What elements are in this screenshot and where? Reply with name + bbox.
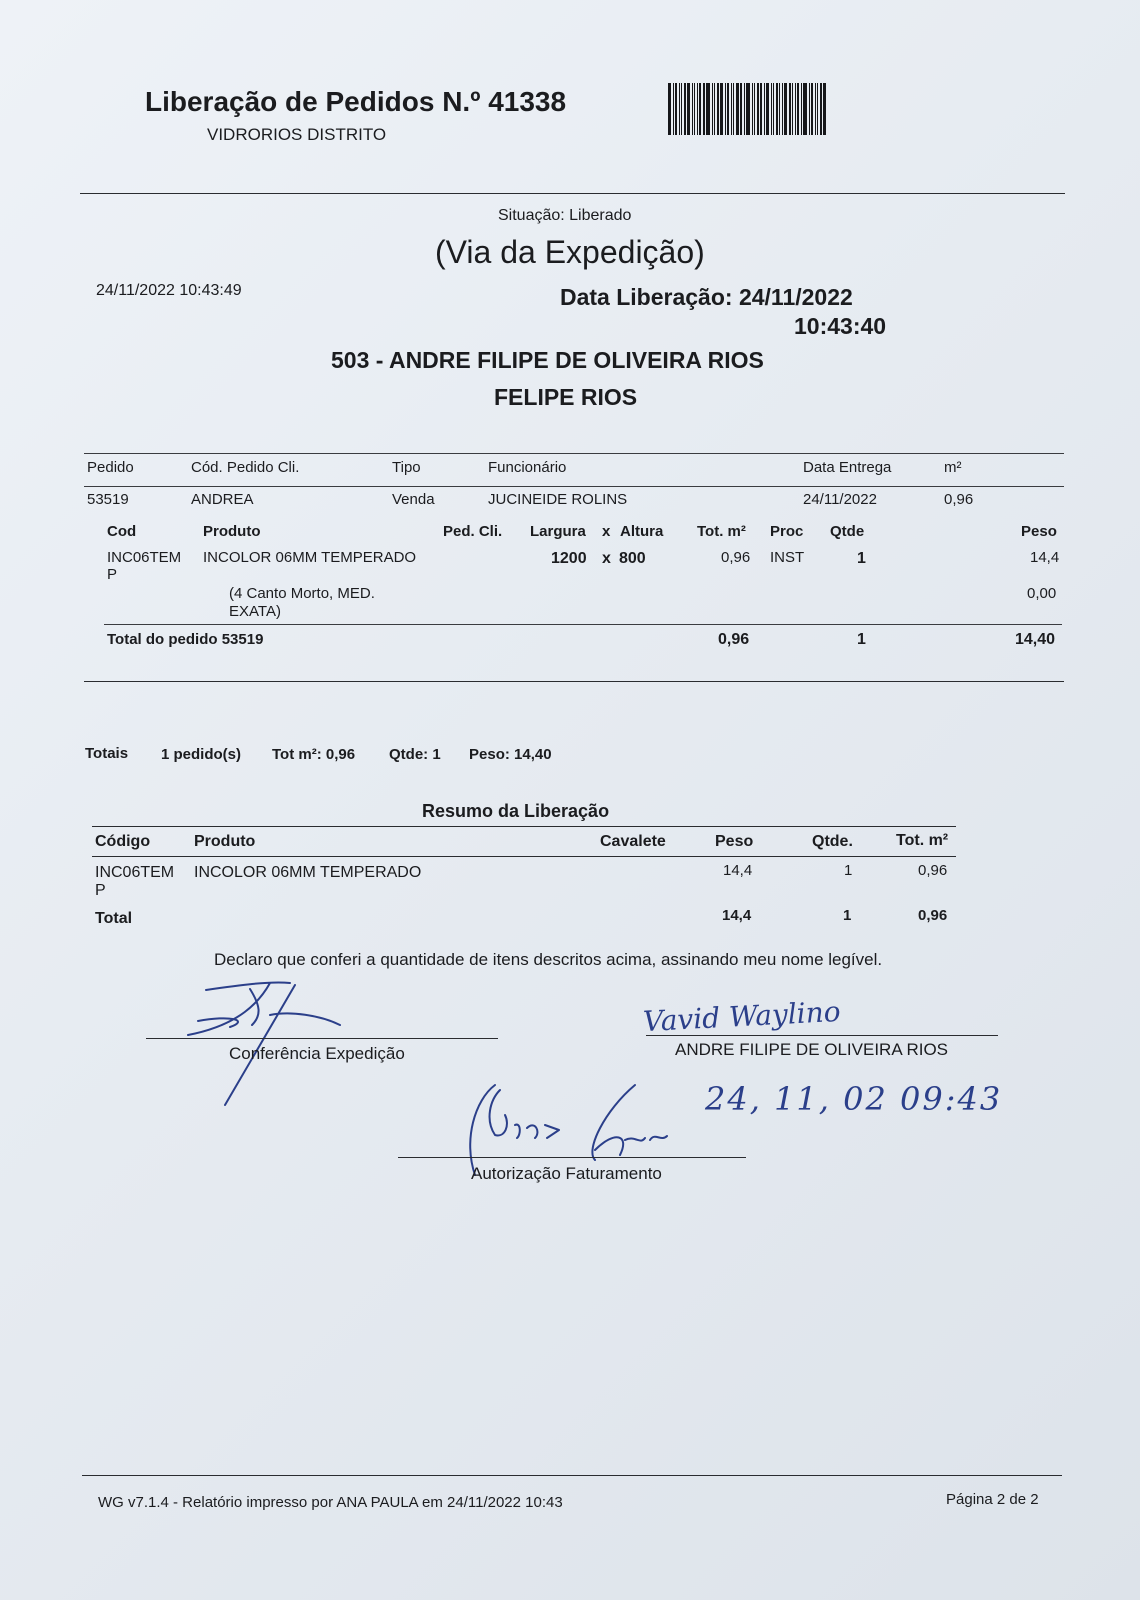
- barcode: [668, 83, 840, 135]
- conferencia-line: [146, 1038, 498, 1039]
- order-delivery-date: 24/11/2022: [803, 491, 877, 508]
- status-text: Situação: Liberado: [498, 207, 632, 224]
- item-note-cont: EXATA): [229, 603, 281, 620]
- barcode-bar: [697, 83, 698, 135]
- barcode-bar: [706, 83, 710, 135]
- barcode-bar: [699, 83, 701, 135]
- item-col-cod: Cod: [107, 523, 137, 540]
- order-total-rule: [104, 624, 1062, 625]
- summary-col-qtde: Qtde.: [812, 833, 853, 850]
- order-total-peso: 14,40: [1015, 631, 1056, 648]
- item-product: INCOLOR 06MM TEMPERADO: [203, 549, 417, 566]
- barcode-bar: [692, 83, 693, 135]
- footer-divider: [82, 1475, 1062, 1476]
- declaration-text: Declaro que conferi a quantidade de itens descritos acima, assinando meu nome legível.: [214, 950, 883, 969]
- barcode-bar: [801, 83, 802, 135]
- item-width: 1200: [551, 550, 587, 567]
- order-total-m2: 0,96: [718, 631, 750, 648]
- item-col-ped-cli: Ped. Cli.: [443, 523, 503, 540]
- barcode-bar: [803, 83, 807, 135]
- item-qtde: 1: [857, 550, 866, 567]
- item-peso: 14,4: [1030, 549, 1060, 566]
- client-signature-name: ANDRE FILIPE DE OLIVEIRA RIOS: [675, 1040, 949, 1059]
- company-name: VIDRORIOS DISTRITO: [207, 125, 387, 144]
- barcode-bar: [797, 83, 799, 135]
- barcode-bar: [720, 83, 723, 135]
- item-col-x: x: [602, 523, 611, 540]
- col-funcionario: Funcionário: [488, 459, 567, 476]
- footer-page-number: Página 2 de 2: [946, 1491, 1039, 1508]
- conferencia-label: Conferência Expedição: [229, 1044, 405, 1063]
- item-note: (4 Canto Morto, MED.: [229, 585, 375, 602]
- release-time: 10:43:40: [794, 313, 887, 339]
- barcode-bar: [817, 83, 818, 135]
- barcode-bar: [744, 83, 745, 135]
- order-table-top-rule: [84, 453, 1064, 454]
- summary-col-peso: Peso: [715, 833, 754, 850]
- barcode-bar: [784, 83, 787, 135]
- order-table-header-rule: [84, 486, 1064, 487]
- handwritten-date: 24, 11, 02 09:43: [705, 1080, 1003, 1118]
- summary-col-produto: Produto: [194, 833, 256, 850]
- summary-code: INC06TEM: [95, 864, 175, 881]
- barcode-bar: [789, 83, 791, 135]
- footer-printed-by: WG v7.1.4 - Relatório impresso por ANA PAULA em 24/11/2022 10:43: [98, 1494, 563, 1511]
- document-title: Liberação de Pedidos N.º 41338: [145, 86, 567, 117]
- barcode-bar: [811, 83, 813, 135]
- print-timestamp: 24/11/2022 10:43:49: [96, 282, 242, 299]
- totals-orders: 1 pedido(s): [161, 746, 242, 763]
- barcode-bar: [776, 83, 778, 135]
- barcode-bar: [752, 83, 753, 135]
- item-height: 800: [619, 550, 646, 567]
- copy-type: (Via da Expedição): [435, 234, 705, 270]
- totals-qtde: Qtde: 1: [389, 746, 441, 763]
- col-m2: m²: [944, 459, 962, 476]
- item-col-produto: Produto: [203, 523, 261, 540]
- col-pedido: Pedido: [87, 459, 134, 476]
- barcode-bar: [746, 83, 750, 135]
- autorizacao-label: Autorização Faturamento: [471, 1164, 662, 1183]
- barcode-bar: [731, 83, 732, 135]
- barcode-bar: [766, 83, 769, 135]
- barcode-bar: [740, 83, 742, 135]
- release-date: Data Liberação: 24/11/2022: [560, 284, 853, 310]
- barcode-bar: [773, 83, 774, 135]
- order-client-code: ANDREA: [191, 491, 254, 508]
- col-tipo: Tipo: [392, 459, 421, 476]
- barcode-bar: [820, 83, 822, 135]
- order-number: 53519: [87, 491, 129, 508]
- summary-total-m2: 0,96: [918, 907, 948, 924]
- summary-total-label: Total: [95, 910, 133, 927]
- summary-col-codigo: Código: [95, 833, 151, 850]
- order-table-bottom-rule: [84, 681, 1064, 682]
- order-total-label: Total do pedido 53519: [107, 631, 264, 648]
- barcode-bar: [779, 83, 780, 135]
- item-col-tot-m2: Tot. m²: [697, 523, 746, 540]
- totals-label: Totais: [85, 745, 129, 762]
- autorizacao-line: [398, 1157, 746, 1158]
- item-proc: INST: [770, 549, 805, 566]
- barcode-bar: [792, 83, 793, 135]
- barcode-bar: [725, 83, 726, 135]
- col-cod-pedido-cli: Cód. Pedido Cli.: [191, 459, 300, 476]
- item-tot-m2: 0,96: [721, 549, 751, 566]
- summary-qtde: 1: [844, 862, 853, 879]
- barcode-bar: [727, 83, 729, 135]
- order-m2: 0,96: [944, 491, 974, 508]
- barcode-bar: [673, 83, 674, 135]
- summary-col-cavalete: Cavalete: [600, 833, 666, 850]
- item-col-peso: Peso: [1021, 523, 1057, 540]
- summary-tot-m2: 0,96: [918, 862, 948, 879]
- summary-header-rule: [92, 856, 956, 857]
- barcode-bar: [668, 83, 671, 135]
- barcode-bar: [754, 83, 755, 135]
- item-code-cont: P: [107, 566, 118, 583]
- order-type: Venda: [392, 491, 435, 508]
- summary-code-cont: P: [95, 882, 106, 899]
- barcode-bar: [809, 83, 810, 135]
- barcode-bar: [717, 83, 719, 135]
- item-col-largura: Largura: [530, 523, 586, 540]
- item-times: x: [602, 550, 611, 567]
- totals-peso: Peso: 14,40: [469, 746, 552, 763]
- header-divider: [80, 193, 1065, 194]
- barcode-bar: [736, 83, 739, 135]
- client-signature-line: [646, 1035, 998, 1036]
- summary-total-qtde: 1: [843, 907, 852, 924]
- summary-total-peso: 14,4: [722, 907, 752, 924]
- summary-peso: 14,4: [723, 862, 753, 879]
- item-col-altura: Altura: [620, 523, 664, 540]
- summary-title: Resumo da Liberação: [422, 801, 610, 821]
- item-note-peso: 0,00: [1027, 585, 1057, 602]
- summary-col-tot-m2: Tot. m²: [896, 832, 949, 849]
- item-col-proc: Proc: [770, 523, 804, 540]
- client-name: 503 - ANDRE FILIPE DE OLIVEIRA RIOS: [331, 347, 764, 373]
- order-total-qtde: 1: [857, 631, 866, 648]
- barcode-bar: [782, 83, 783, 135]
- barcode-bar: [679, 83, 680, 135]
- barcode-bar: [795, 83, 796, 135]
- barcode-bar: [684, 83, 686, 135]
- barcode-bar: [823, 83, 826, 135]
- conferencia-signature: [170, 965, 350, 1115]
- barcode-bar: [771, 83, 772, 135]
- barcode-bar: [694, 83, 695, 135]
- barcode-bar: [757, 83, 759, 135]
- item-col-qtde: Qtde: [830, 523, 865, 540]
- barcode-bar: [714, 83, 715, 135]
- barcode-bar: [675, 83, 677, 135]
- barcode-bar: [703, 83, 705, 135]
- client-nickname: FELIPE RIOS: [494, 384, 638, 410]
- item-code: INC06TEM: [107, 549, 182, 566]
- barcode-bar: [733, 83, 734, 135]
- barcode-bar: [764, 83, 765, 135]
- barcode-bar: [712, 83, 713, 135]
- summary-product: INCOLOR 06MM TEMPERADO: [194, 864, 422, 881]
- client-handwritten-name: Vavid Waylino: [642, 994, 842, 1039]
- barcode-bar: [815, 83, 816, 135]
- col-data-entrega: Data Entrega: [803, 459, 892, 476]
- barcode-bar: [687, 83, 690, 135]
- barcode-bar: [760, 83, 762, 135]
- barcode-bar: [681, 83, 682, 135]
- summary-top-rule: [92, 826, 956, 827]
- totals-m2: Tot m²: 0,96: [272, 746, 356, 763]
- order-employee: JUCINEIDE ROLINS: [488, 491, 628, 508]
